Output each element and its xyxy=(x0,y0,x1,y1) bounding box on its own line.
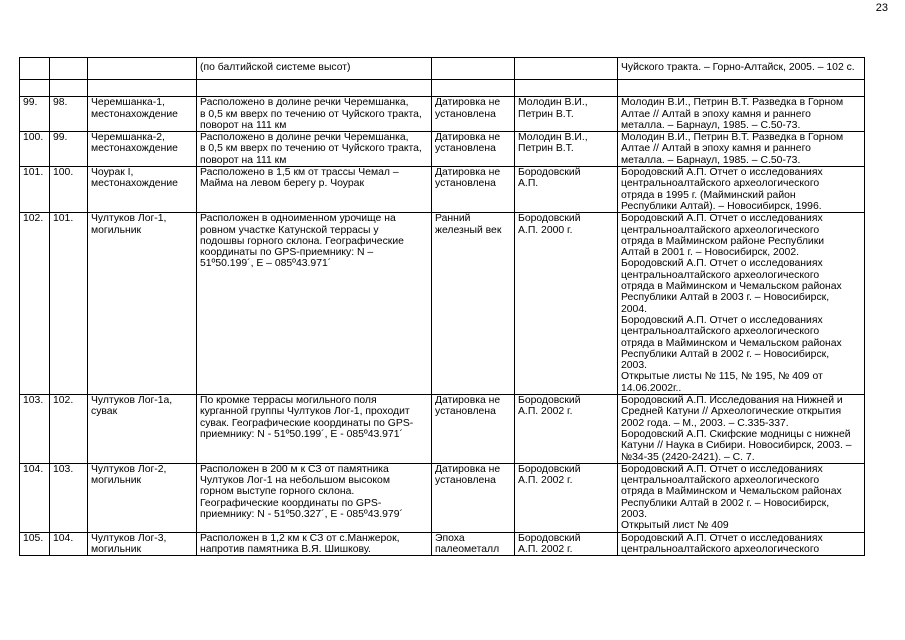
cell-text-line: металла. – Барнаул, 1985. – С.50-73. xyxy=(621,119,801,131)
cell-author xyxy=(515,532,618,556)
cell-text-line: Расположен в 200 м к СЗ от памятника xyxy=(200,463,389,475)
cell-text-line: Расположено в долине речки Черемшанка, xyxy=(200,97,409,109)
cell-text-line: Датировка не xyxy=(435,395,501,407)
empty-cell xyxy=(432,80,515,97)
cell-old-number: 98. xyxy=(50,97,88,132)
cell-description xyxy=(197,97,432,132)
cell-text-line: могильник xyxy=(91,543,142,555)
empty-cell xyxy=(515,80,618,97)
cell-text-line: Датировка не xyxy=(435,167,501,179)
cell-text-line: местонахождение xyxy=(91,178,178,190)
cell-text-line: Бородовский А.П. Отчет о исследованиях xyxy=(621,167,823,179)
cell-text-line: 51º50.199´, E – 085º43.971´ xyxy=(200,258,332,270)
cell-source xyxy=(618,463,865,532)
cell-text-line: могильник xyxy=(91,224,142,236)
cell-text-line: курганной группы Чултуков Лог-1, проходит xyxy=(200,406,410,418)
empty-cell xyxy=(20,80,50,97)
cell-dating xyxy=(432,97,515,132)
cell-name xyxy=(88,132,197,167)
cell-text-line: центральноалтайского археологического xyxy=(621,543,820,555)
cell-author xyxy=(515,132,618,167)
cell-text-line: Петрин В.Т. xyxy=(518,108,574,120)
cell-text-line: сувак. Географические координаты по GPS- xyxy=(200,417,414,429)
cell-text-line: металла. – Барнаул, 1985. – С.50-73. xyxy=(621,154,801,166)
cell-text-line: палеометалл xyxy=(435,543,500,555)
cell-text-line: в 0,5 км вверх по течению от Чуйского тракта, xyxy=(200,143,422,155)
cell-text-line: А.П. 2002 г. xyxy=(518,543,573,555)
cell-text-line: Чултуков Лог-1, xyxy=(91,213,167,225)
cell-author xyxy=(515,395,618,464)
cell-text-line: Открытый лист № 409 xyxy=(621,520,729,532)
cell-text-line: могильник xyxy=(91,475,142,487)
cell-old-number: 103. xyxy=(50,463,88,532)
cell-text-line: отряда в 1995 г. (Майминский район xyxy=(621,189,796,201)
cell-author xyxy=(515,167,618,213)
cell-text-line: Чултуков Лог-1 на небольшом высоком xyxy=(200,475,390,487)
cell-text-line: Алтае // Алтай в эпоху камня и раннего xyxy=(621,108,811,120)
cell-text-line: Бородовский А.П. Отчет о исследованиях xyxy=(621,463,823,475)
cell-text-line: Черемшанка-1, xyxy=(91,97,165,109)
cell-author xyxy=(515,463,618,532)
cell-text-line: местонахождение xyxy=(91,143,178,155)
cell-text-line: Бородовский А.П. Отчет о исследованиях xyxy=(621,258,823,270)
cell-text-line: Чултуков Лог-3, xyxy=(91,532,167,544)
cell-text-line: Чуйского тракта. – Горно-Алтайск, 2005. – 102 с. xyxy=(621,62,855,73)
cell-text-line: поворот на 111 км xyxy=(200,154,287,166)
cell-text-line: Расположено в 1,5 км от трассы Чемал – xyxy=(200,167,399,179)
cell-text-line: Бородовский xyxy=(518,395,581,407)
cell-text-line: Ранний xyxy=(435,213,471,225)
table-row xyxy=(20,213,865,395)
cell-text-line: Петрин В.Т. xyxy=(518,143,574,155)
empty-cell xyxy=(88,80,197,97)
cell-text-line: Расположен в 1,2 км к СЗ от с.Манжерок, xyxy=(200,532,400,544)
cell-source xyxy=(618,58,865,80)
cell-text-line: 2003. xyxy=(621,508,648,520)
cell-text-line: установлена xyxy=(435,178,496,190)
cell-text-line: Чултуков Лог-2, xyxy=(91,463,167,475)
cell-text-line: Датировка не xyxy=(435,463,501,475)
cell-source xyxy=(618,395,865,464)
cell-name xyxy=(88,167,197,213)
cell-text-line: Алтае // Алтай в эпоху камня и раннего xyxy=(621,143,811,155)
cell-name xyxy=(88,463,197,532)
cell-description xyxy=(197,532,432,556)
cell-number: 105. xyxy=(20,532,50,556)
cell-text-line: поворот на 111 км xyxy=(200,119,287,131)
cell-text-line: Республики Алтай в 2003 г. – Новосибирск, xyxy=(621,292,830,304)
cell-name xyxy=(88,97,197,132)
cell-author xyxy=(515,97,618,132)
cell-text-line: Географические координаты по GPS- xyxy=(200,497,382,509)
cell-number: 103. xyxy=(20,395,50,464)
cell-dating xyxy=(432,532,515,556)
cell-text-line: Молодин В.И., xyxy=(518,132,588,144)
cell-text-line: Бородовский А.П. Отчет о исследованиях xyxy=(621,532,823,544)
cell-source xyxy=(618,213,865,395)
cell-author xyxy=(515,58,618,80)
cell-text-line: Молодин В.И., xyxy=(518,97,588,109)
cell-text-line: А.П. 2000 г. xyxy=(518,224,573,236)
cell-text-line: (по балтийской системе высот) xyxy=(200,62,351,73)
cell-text-line: горном выступе горного склона. xyxy=(200,486,355,498)
cell-text-line: Бородовский xyxy=(518,532,581,544)
cell-text-line: подошвы горного склона. Географические xyxy=(200,235,404,247)
cell-text-line: Молодин В.И., Петрин В.Т. Разведка в Горном xyxy=(621,97,844,109)
cell-old-number: 100. xyxy=(50,167,88,213)
cell-text-line: Эпоха xyxy=(435,532,465,544)
cell-text-line: Расположено в долине речки Черемшанка, xyxy=(200,132,409,144)
table-row-empty xyxy=(20,80,865,97)
cell-description xyxy=(197,463,432,532)
cell-text-line: Бородовский xyxy=(518,213,581,225)
cell-text-line: Бородовский А.П. Отчет о исследованиях xyxy=(621,314,823,326)
cell-text-line: А.П. 2002 г. xyxy=(518,406,573,418)
cell-text-line: По кромке террасы могильного поля xyxy=(200,395,377,407)
cell-dating xyxy=(432,58,515,80)
cell-description xyxy=(197,58,432,80)
cell-text-line: ровном участке Катунской террасы у xyxy=(200,224,379,236)
cell-text-line: центральноалтайского археологического xyxy=(621,178,820,190)
cell-author xyxy=(515,213,618,395)
empty-cell xyxy=(50,80,88,97)
cell-text-line: Датировка не xyxy=(435,97,501,109)
cell-source xyxy=(618,132,865,167)
cell-dating xyxy=(432,132,515,167)
cell-text-line: установлена xyxy=(435,475,496,487)
page-number: 23 xyxy=(875,2,888,14)
cell-text-line: центральноалтайского археологического xyxy=(621,326,820,338)
cell-text-line: Республики Алтай в 2002 г. – Новосибирск, xyxy=(621,348,830,360)
cell-text-line: Бородовский xyxy=(518,167,581,179)
cell-name xyxy=(88,58,197,80)
cell-text-line: центральноалтайского археологического xyxy=(621,269,820,281)
cell-text-line: Алтай в 2001 г. – Новосибирск, 2002. xyxy=(621,247,799,259)
cell-text-line: 2004. xyxy=(621,303,648,315)
cell-text-line: координаты по GPS-приемнику: N – xyxy=(200,247,374,259)
cell-text-line: центральноалтайского археологического xyxy=(621,475,820,487)
monuments-table xyxy=(19,57,865,556)
cell-description xyxy=(197,213,432,395)
cell-text-line: А.П. 2002 г. xyxy=(518,475,573,487)
cell-text-line: приемнику: N - 51º50.199´, E - 085º43.971´ xyxy=(200,428,403,440)
cell-name xyxy=(88,213,197,395)
cell-source xyxy=(618,532,865,556)
table-row xyxy=(20,463,865,532)
cell-number: 101. xyxy=(20,167,50,213)
cell-text-line: Майма на левом берегу р. Чоурак xyxy=(200,178,364,190)
cell-text-line: 14.06.2002г.. xyxy=(621,382,682,394)
table-row xyxy=(20,395,865,464)
cell-old-number xyxy=(50,58,88,80)
cell-dating xyxy=(432,463,515,532)
cell-text-line: Катуни // Наука в Сибири. Новосибирск, 2003. – xyxy=(621,440,852,452)
cell-text-line: 2003. xyxy=(621,360,648,372)
cell-number xyxy=(20,58,50,80)
cell-text-line: приемнику: N - 51º50.327´, E - 085º43.979´ xyxy=(200,508,403,520)
cell-number: 99. xyxy=(20,97,50,132)
table-row xyxy=(20,97,865,132)
cell-description xyxy=(197,132,432,167)
empty-cell xyxy=(618,80,865,97)
cell-number: 100. xyxy=(20,132,50,167)
cell-text-line: Средней Катуни // Археологические открытия xyxy=(621,406,842,418)
cell-old-number: 102. xyxy=(50,395,88,464)
cell-dating xyxy=(432,167,515,213)
table-row xyxy=(20,132,865,167)
cell-description xyxy=(197,167,432,213)
cell-text-line: местонахождение xyxy=(91,108,178,120)
table-row-continuation xyxy=(20,58,865,80)
cell-old-number: 101. xyxy=(50,213,88,395)
cell-text-line: №34-35 (2420-2421). – С. 7. xyxy=(621,451,755,463)
cell-text-line: установлена xyxy=(435,406,496,418)
cell-text-line: центральноалтайского археологического xyxy=(621,224,820,236)
cell-number: 104. xyxy=(20,463,50,532)
table-row xyxy=(20,167,865,213)
cell-description xyxy=(197,395,432,464)
cell-text-line: Датировка не xyxy=(435,132,501,144)
cell-text-line: Бородовский xyxy=(518,463,581,475)
cell-dating xyxy=(432,213,515,395)
cell-text-line: Бородовский А.П. Исследования на Нижней и xyxy=(621,395,843,407)
cell-name xyxy=(88,395,197,464)
cell-text-line: железный век xyxy=(435,224,502,236)
cell-dating xyxy=(432,395,515,464)
cell-old-number: 104. xyxy=(50,532,88,556)
cell-text-line: Молодин В.И., Петрин В.Т. Разведка в Горном xyxy=(621,132,844,144)
table-row xyxy=(20,532,865,556)
cell-text-line: Открытые листы № 115, № 195, № 409 от xyxy=(621,371,823,383)
cell-text-line: Бородовский А.П. Отчет о исследованиях xyxy=(621,213,823,225)
cell-old-number: 99. xyxy=(50,132,88,167)
cell-text-line: 2002 года. – М., 2003. – С.335-337. xyxy=(621,417,789,429)
cell-text-line: установлена xyxy=(435,108,496,120)
cell-name xyxy=(88,532,197,556)
cell-text-line: А.П. xyxy=(518,178,539,190)
cell-text-line: Чултуков Лог-1а, xyxy=(91,395,173,407)
cell-text-line: Расположен в одноименном урочище на xyxy=(200,213,396,225)
cell-number: 102. xyxy=(20,213,50,395)
cell-text-line: напротив памятника В.Я. Шишкову. xyxy=(200,543,371,555)
cell-text-line: Черемшанка-2, xyxy=(91,132,165,144)
cell-source xyxy=(618,167,865,213)
cell-text-line: сувак xyxy=(91,406,118,418)
table-body xyxy=(20,58,865,556)
cell-text-line: отряда в Майминском и Чемальском районах xyxy=(621,486,842,498)
cell-text-line: Чоурак I, xyxy=(91,167,134,179)
cell-text-line: установлена xyxy=(435,143,496,155)
cell-text-line: Бородовский А.П. Скифские модницы с нижней xyxy=(621,428,851,440)
cell-source xyxy=(618,97,865,132)
cell-text-line: в 0,5 км вверх по течению от Чуйского тракта, xyxy=(200,108,422,120)
cell-text-line: Республики Алтай в 2002 г. – Новосибирск, xyxy=(621,497,830,509)
empty-cell xyxy=(197,80,432,97)
cell-text-line: Республики Алтай). – Новосибирск, 1996. xyxy=(621,200,822,212)
cell-text-line: отряда в Майминском районе Республики xyxy=(621,235,825,247)
cell-text-line: отряда в Майминском и Чемальском районах xyxy=(621,337,842,349)
cell-text-line: отряда в Майминском и Чемальском районах xyxy=(621,281,842,293)
